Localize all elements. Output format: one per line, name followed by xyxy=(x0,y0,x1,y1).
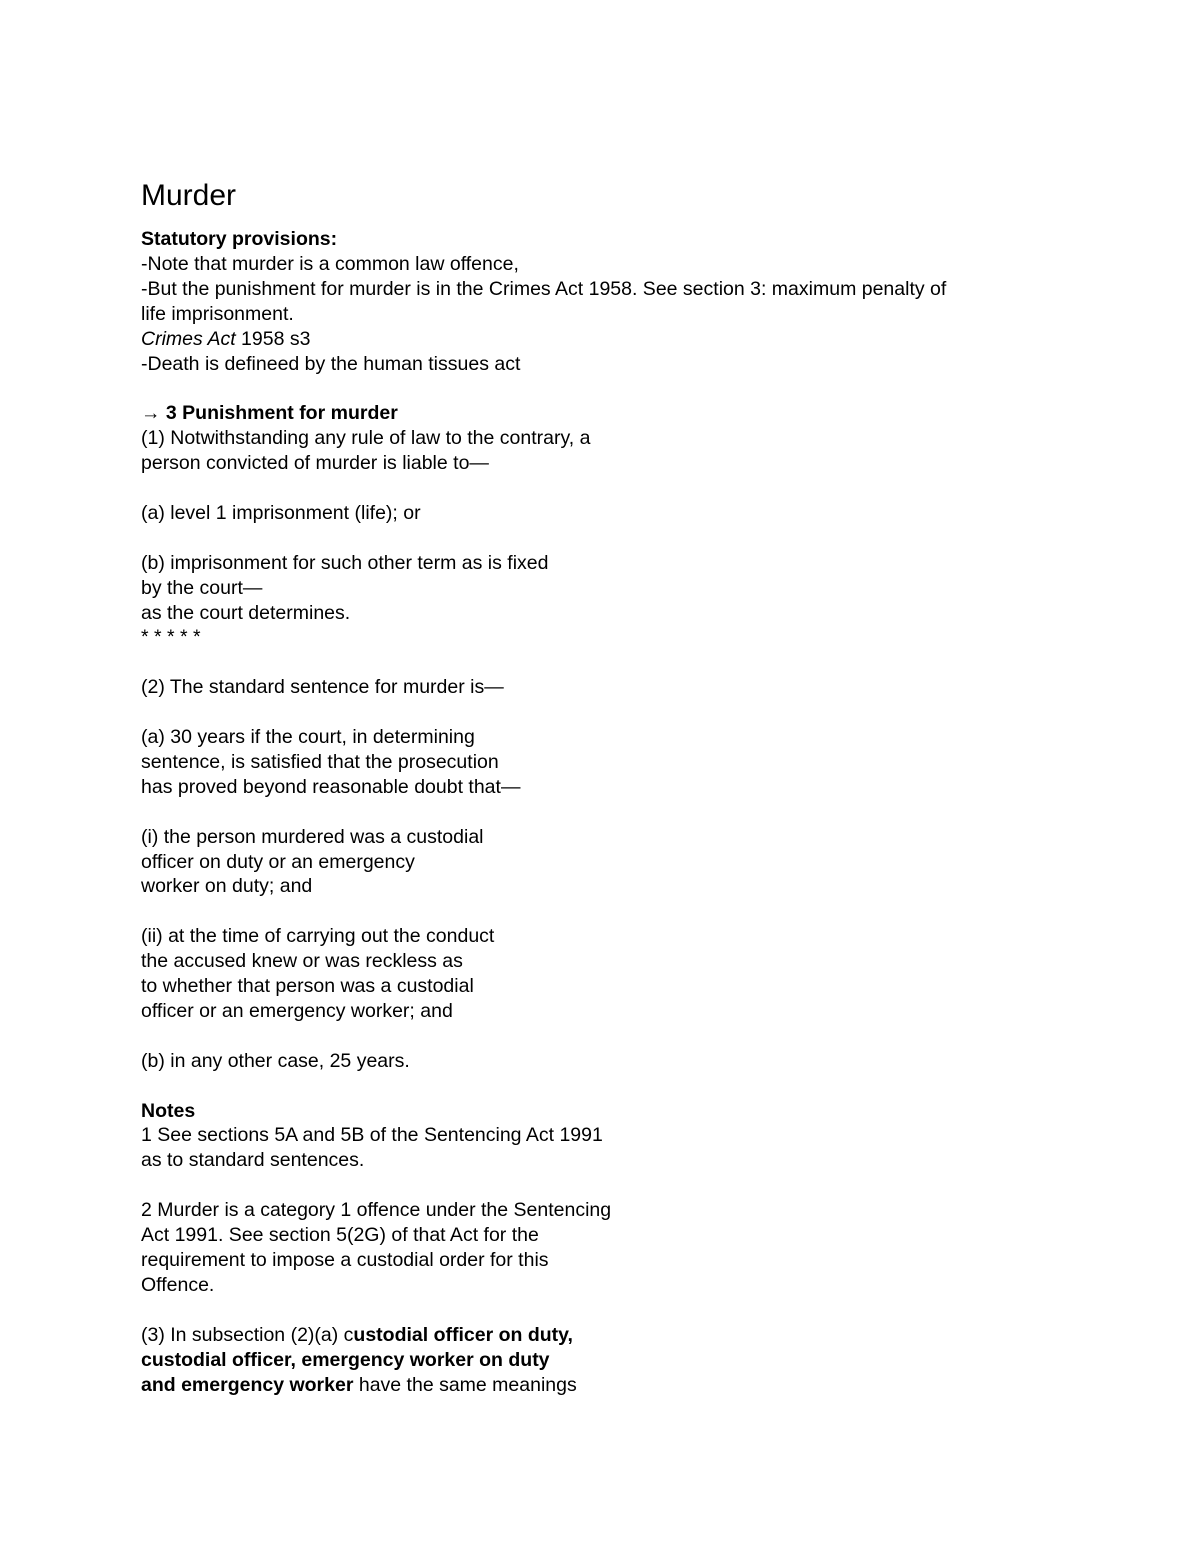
statutory-note-punishment: -But the punishment for murder is in the Crimes Act 1958. See section 3: maximum penalty of xyxy=(141,277,947,300)
subparagraph-2aii-end: officer or an emergency worker; and xyxy=(141,999,453,1022)
statutory-note-common-law: -Note that murder is a common law offence, xyxy=(141,252,519,275)
subsection-3-intro: (3) In subsection (2)(a) c xyxy=(141,1323,354,1346)
subsection-1-text-cont: person convicted of murder is liable to— xyxy=(141,452,489,475)
crimes-act-section: 1958 s3 xyxy=(235,327,311,350)
note-2-cont: Act 1991. See section 5(2G) of that Act for the xyxy=(141,1224,539,1247)
paragraph-1b: (b) imprisonment for such other term as is fixed xyxy=(141,551,549,574)
paragraph-1a: (a) level 1 imprisonment (life); or xyxy=(141,501,421,524)
paragraph-2a-end: has proved beyond reasonable doubt that— xyxy=(141,775,521,798)
note-1-cont: as to standard sentences. xyxy=(141,1149,365,1172)
statutory-provisions-heading: Statutory provisions: xyxy=(141,228,338,250)
subparagraph-2aii: (ii) at the time of carrying out the conduct xyxy=(141,925,495,948)
paragraph-2a-cont: sentence, is satisfied that the prosecution xyxy=(141,750,499,773)
subsection-3-meaning: have the same meanings xyxy=(353,1373,577,1396)
subsection-3-line-1 xyxy=(141,1323,1071,1348)
paragraph-2b: (b) in any other case, 25 years. xyxy=(141,1049,410,1072)
statutory-note-death: -Death is defineed by the human tissues act xyxy=(141,352,521,375)
note-2: 2 Murder is a category 1 offence under the Sentencing xyxy=(141,1199,612,1222)
document-page xyxy=(141,176,1071,1397)
note-2-cont2: requirement to impose a custodial order for this xyxy=(141,1249,549,1271)
subsection-2-text: (2) The standard sentence for murder is— xyxy=(141,676,504,699)
subsection-3-term-last: and emergency worker xyxy=(141,1373,354,1396)
paragraph-1b-end: as the court determines. xyxy=(141,601,351,624)
subparagraph-2aii-cont: the accused knew or was reckless as xyxy=(141,950,463,973)
paragraph-2a: (a) 30 years if the court, in determining xyxy=(141,726,475,749)
subparagraph-2ai: (i) the person murdered was a custodial xyxy=(141,825,484,848)
notes-heading: Notes xyxy=(141,1099,196,1122)
subsection-1-text: (1) Notwithstanding any rule of law to the contrary, a xyxy=(141,427,591,450)
subsection-3-terms: custodial officer, emergency worker on duty xyxy=(141,1348,550,1371)
omission-stars: * * * * * xyxy=(141,626,201,649)
statutory-note-punishment-cont: life imprisonment. xyxy=(141,302,294,325)
crimes-act-citation xyxy=(141,327,1071,352)
section-3-heading: → 3 Punishment for murder xyxy=(141,402,398,425)
subsection-3-term-1: ustodial officer on duty, xyxy=(353,1323,573,1346)
subsection-3-line-3 xyxy=(141,1373,1071,1398)
page-title: Murder xyxy=(141,179,237,212)
note-1: 1 See sections 5A and 5B of the Sentencing Act 1991 xyxy=(141,1124,603,1147)
subparagraph-2ai-cont: officer on duty or an emergency xyxy=(141,850,415,873)
paragraph-1b-cont: by the court— xyxy=(141,576,263,599)
subparagraph-2ai-end: worker on duty; and xyxy=(141,875,313,898)
crimes-act-name: Crimes Act xyxy=(141,327,236,350)
subparagraph-2aii-cont2: to whether that person was a custodial xyxy=(141,975,474,998)
note-2-end: Offence. xyxy=(141,1273,215,1296)
